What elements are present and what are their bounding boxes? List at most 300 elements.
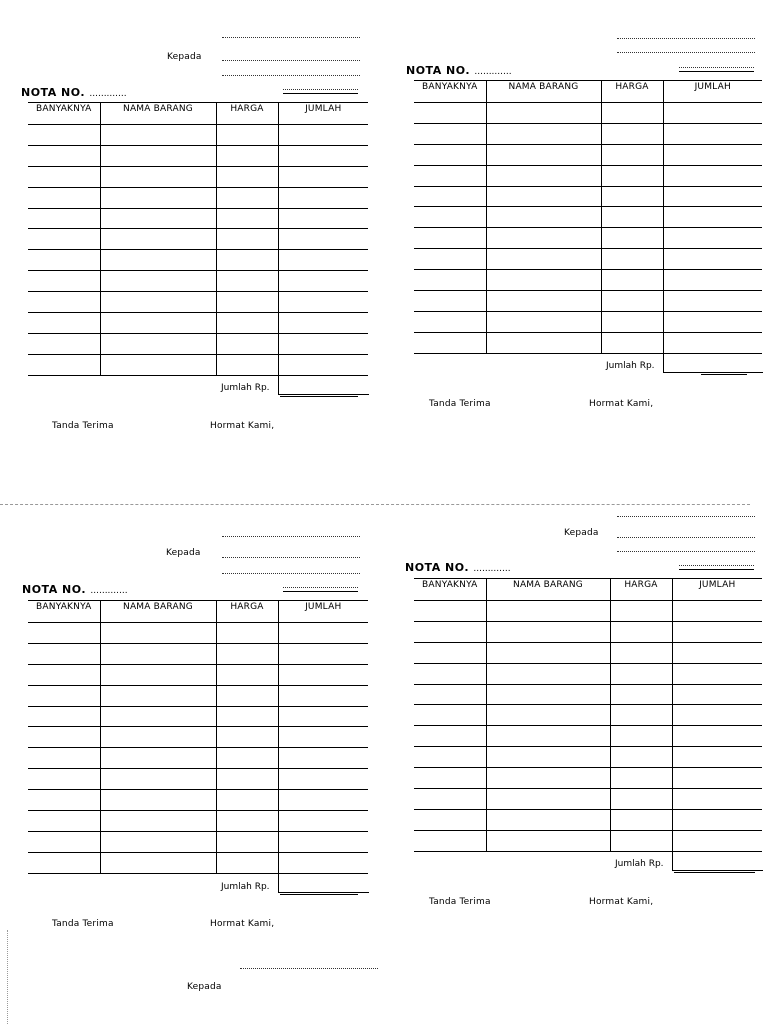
table-cell[interactable] bbox=[278, 145, 368, 166]
address-line-2[interactable] bbox=[222, 60, 360, 62]
table-cell[interactable] bbox=[672, 726, 762, 747]
table-row bbox=[28, 313, 368, 334]
table-row bbox=[28, 811, 368, 832]
table-cell[interactable] bbox=[278, 769, 368, 790]
table-cell[interactable] bbox=[486, 270, 601, 291]
table-cell[interactable] bbox=[414, 789, 486, 810]
table-cell[interactable] bbox=[486, 705, 610, 726]
table-row bbox=[28, 748, 368, 769]
kepada-label: Kepada bbox=[166, 548, 201, 558]
table-cell[interactable] bbox=[610, 747, 672, 768]
table-cell[interactable] bbox=[610, 601, 672, 622]
table-cell[interactable] bbox=[610, 726, 672, 747]
hormat-kami-label: Hormat Kami, bbox=[210, 421, 275, 431]
table-cell[interactable] bbox=[486, 165, 601, 186]
table-row bbox=[414, 601, 762, 622]
table-cell[interactable] bbox=[601, 103, 663, 124]
table-cell[interactable] bbox=[216, 229, 278, 250]
kepada-label: Kepada bbox=[564, 528, 599, 538]
table-cell[interactable] bbox=[100, 187, 216, 208]
table-cell[interactable] bbox=[610, 621, 672, 642]
table-cell[interactable] bbox=[100, 643, 216, 664]
table-row bbox=[28, 208, 368, 229]
nota-number bbox=[21, 86, 127, 99]
table-cell[interactable] bbox=[278, 229, 368, 250]
jumlah-total-field[interactable] bbox=[278, 372, 369, 395]
table-row bbox=[414, 186, 762, 207]
table-cell[interactable] bbox=[278, 790, 368, 811]
hormat-kami-label: Hormat Kami, bbox=[589, 897, 654, 907]
table-cell[interactable] bbox=[216, 292, 278, 313]
table-cell[interactable] bbox=[663, 165, 762, 186]
table-cell[interactable] bbox=[216, 769, 278, 790]
table-cell[interactable] bbox=[100, 706, 216, 727]
table-cell[interactable] bbox=[216, 706, 278, 727]
table-header bbox=[414, 81, 762, 103]
table-row bbox=[28, 125, 368, 146]
table-cell[interactable] bbox=[278, 292, 368, 313]
table-cell[interactable] bbox=[414, 228, 486, 249]
table-cell[interactable] bbox=[216, 271, 278, 292]
table-cell[interactable] bbox=[278, 187, 368, 208]
table-cell[interactable] bbox=[216, 145, 278, 166]
table-cell[interactable] bbox=[601, 228, 663, 249]
table-cell[interactable] bbox=[100, 811, 216, 832]
table-cell[interactable] bbox=[610, 705, 672, 726]
table-cell[interactable] bbox=[414, 663, 486, 684]
table-cell[interactable] bbox=[414, 270, 486, 291]
table-cell[interactable] bbox=[414, 684, 486, 705]
table-cell[interactable] bbox=[486, 249, 601, 270]
table-cell[interactable] bbox=[486, 123, 601, 144]
table-cell[interactable] bbox=[216, 831, 278, 852]
table-cell[interactable] bbox=[28, 229, 100, 250]
table-cell[interactable] bbox=[278, 208, 368, 229]
column-header: HARGA bbox=[601, 81, 663, 103]
table-cell[interactable] bbox=[663, 123, 762, 144]
table-cell[interactable] bbox=[601, 165, 663, 186]
table-row bbox=[28, 187, 368, 208]
column-header: HARGA bbox=[216, 601, 278, 623]
table-cell[interactable] bbox=[663, 249, 762, 270]
table-row bbox=[28, 643, 368, 664]
cut-line bbox=[0, 504, 750, 506]
table-cell[interactable] bbox=[610, 663, 672, 684]
table-cell[interactable] bbox=[278, 125, 368, 146]
items-table bbox=[28, 102, 368, 376]
table-cell[interactable] bbox=[672, 601, 762, 622]
table-row bbox=[414, 789, 762, 810]
table-row bbox=[28, 292, 368, 313]
table-cell[interactable] bbox=[414, 642, 486, 663]
table-cell[interactable] bbox=[486, 228, 601, 249]
table-row bbox=[414, 621, 762, 642]
table-cell[interactable] bbox=[28, 354, 100, 375]
table-cell[interactable] bbox=[672, 621, 762, 642]
table-cell[interactable] bbox=[216, 852, 278, 873]
table-row bbox=[28, 145, 368, 166]
table-cell[interactable] bbox=[28, 313, 100, 334]
table-cell[interactable] bbox=[486, 332, 601, 353]
table-header bbox=[28, 103, 368, 125]
table-cell[interactable] bbox=[414, 726, 486, 747]
table-cell[interactable] bbox=[28, 145, 100, 166]
jumlah-total-field[interactable] bbox=[663, 350, 763, 373]
column-header: NAMA BARANG bbox=[100, 103, 216, 125]
table-row bbox=[28, 229, 368, 250]
table-row bbox=[414, 249, 762, 270]
table-cell[interactable] bbox=[28, 623, 100, 644]
table-cell[interactable] bbox=[278, 727, 368, 748]
nota-number-label: NOTA NO. bbox=[405, 561, 470, 574]
table-header bbox=[414, 579, 762, 601]
table-cell[interactable] bbox=[100, 292, 216, 313]
table-cell[interactable] bbox=[100, 333, 216, 354]
table-cell[interactable] bbox=[601, 207, 663, 228]
table-cell[interactable] bbox=[216, 166, 278, 187]
table-cell[interactable] bbox=[100, 852, 216, 873]
table-cell[interactable] bbox=[672, 768, 762, 789]
table-header bbox=[28, 601, 368, 623]
address-line-3[interactable] bbox=[617, 551, 755, 553]
table-cell[interactable] bbox=[28, 250, 100, 271]
column-header: BANYAKNYA bbox=[28, 601, 100, 623]
table-cell[interactable] bbox=[28, 664, 100, 685]
table-cell[interactable] bbox=[414, 747, 486, 768]
table-row bbox=[414, 747, 762, 768]
table-cell[interactable] bbox=[414, 705, 486, 726]
column-header: JUMLAH bbox=[278, 103, 368, 125]
column-header: BANYAKNYA bbox=[414, 579, 486, 601]
table-cell[interactable] bbox=[663, 103, 762, 124]
table-row bbox=[414, 642, 762, 663]
table-cell[interactable] bbox=[28, 187, 100, 208]
table-cell[interactable] bbox=[663, 186, 762, 207]
side-cut-line bbox=[7, 930, 9, 1024]
table-cell[interactable] bbox=[672, 705, 762, 726]
table-cell[interactable] bbox=[414, 249, 486, 270]
column-header: JUMLAH bbox=[663, 81, 762, 103]
table-cell[interactable] bbox=[100, 790, 216, 811]
table-cell[interactable] bbox=[610, 809, 672, 830]
table-cell[interactable] bbox=[278, 685, 368, 706]
table-cell[interactable] bbox=[28, 685, 100, 706]
table-cell[interactable] bbox=[100, 623, 216, 644]
table-row bbox=[414, 144, 762, 165]
table-row bbox=[414, 726, 762, 747]
column-header: NAMA BARANG bbox=[486, 81, 601, 103]
table-cell[interactable] bbox=[486, 103, 601, 124]
nota-number-field[interactable]: ............. bbox=[89, 89, 127, 99]
table-cell[interactable] bbox=[486, 747, 610, 768]
tanda-terima-label: Tanda Terima bbox=[429, 897, 491, 907]
table-cell[interactable] bbox=[486, 311, 601, 332]
table-row bbox=[28, 790, 368, 811]
nota-number bbox=[22, 583, 128, 596]
table-cell[interactable] bbox=[28, 831, 100, 852]
table-cell[interactable] bbox=[672, 663, 762, 684]
table-cell[interactable] bbox=[100, 229, 216, 250]
address-line-2[interactable] bbox=[617, 52, 755, 54]
address-line-1[interactable] bbox=[617, 38, 755, 40]
column-header: NAMA BARANG bbox=[486, 579, 610, 601]
table-cell[interactable] bbox=[216, 685, 278, 706]
jumlah-total-field[interactable] bbox=[278, 870, 369, 893]
table-cell[interactable] bbox=[601, 291, 663, 312]
table-cell[interactable] bbox=[663, 311, 762, 332]
table-cell[interactable] bbox=[486, 186, 601, 207]
table-row bbox=[414, 207, 762, 228]
table-row bbox=[414, 684, 762, 705]
table-cell[interactable] bbox=[486, 207, 601, 228]
table-cell[interactable] bbox=[601, 311, 663, 332]
table-row bbox=[28, 727, 368, 748]
jumlah-label: Jumlah Rp. bbox=[221, 882, 270, 892]
table-cell[interactable] bbox=[414, 830, 486, 851]
address-line-1[interactable] bbox=[617, 516, 755, 518]
jumlah-underline bbox=[701, 374, 747, 375]
jumlah-underline bbox=[280, 396, 358, 397]
tanda-terima-label: Tanda Terima bbox=[429, 399, 491, 409]
table-cell[interactable] bbox=[672, 789, 762, 810]
table-cell[interactable] bbox=[216, 208, 278, 229]
table-cell[interactable] bbox=[28, 208, 100, 229]
address-line-1[interactable] bbox=[222, 37, 360, 39]
table-cell[interactable] bbox=[216, 664, 278, 685]
table-cell[interactable] bbox=[486, 663, 610, 684]
table-cell[interactable] bbox=[28, 706, 100, 727]
date-field[interactable] bbox=[679, 565, 754, 570]
table-row bbox=[414, 663, 762, 684]
table-cell[interactable] bbox=[278, 811, 368, 832]
table-cell[interactable] bbox=[28, 333, 100, 354]
table-cell[interactable] bbox=[100, 145, 216, 166]
table-cell[interactable] bbox=[601, 332, 663, 353]
column-header: HARGA bbox=[216, 103, 278, 125]
table-cell[interactable] bbox=[100, 125, 216, 146]
nota-number-field[interactable]: ............. bbox=[90, 586, 128, 596]
hormat-kami-label: Hormat Kami, bbox=[589, 399, 654, 409]
table-cell[interactable] bbox=[414, 291, 486, 312]
table-cell[interactable] bbox=[486, 809, 610, 830]
table-cell[interactable] bbox=[100, 727, 216, 748]
date-field[interactable] bbox=[679, 67, 754, 72]
table-cell[interactable] bbox=[414, 601, 486, 622]
nota-number bbox=[406, 64, 512, 77]
table-cell[interactable] bbox=[28, 643, 100, 664]
table-row bbox=[414, 165, 762, 186]
kepada-label-partial: Kepada bbox=[187, 982, 222, 992]
table-cell[interactable] bbox=[28, 271, 100, 292]
column-header: JUMLAH bbox=[672, 579, 762, 601]
table-cell[interactable] bbox=[100, 271, 216, 292]
table-cell[interactable] bbox=[414, 103, 486, 124]
table-cell[interactable] bbox=[100, 354, 216, 375]
address-line-2[interactable] bbox=[222, 557, 360, 559]
table-cell[interactable] bbox=[278, 333, 368, 354]
table-cell[interactable] bbox=[278, 166, 368, 187]
table-cell[interactable] bbox=[414, 311, 486, 332]
table-cell[interactable] bbox=[486, 621, 610, 642]
table-cell[interactable] bbox=[216, 333, 278, 354]
hormat-kami-label: Hormat Kami, bbox=[210, 919, 275, 929]
table-cell[interactable] bbox=[486, 768, 610, 789]
jumlah-underline bbox=[674, 872, 755, 873]
table-cell[interactable] bbox=[100, 748, 216, 769]
table-cell[interactable] bbox=[601, 144, 663, 165]
table-row bbox=[414, 228, 762, 249]
table-cell[interactable] bbox=[663, 228, 762, 249]
table-cell[interactable] bbox=[414, 768, 486, 789]
items-table bbox=[28, 600, 368, 874]
table-cell[interactable] bbox=[216, 811, 278, 832]
table-cell[interactable] bbox=[100, 313, 216, 334]
address-line-1[interactable] bbox=[222, 536, 360, 538]
table-cell[interactable] bbox=[278, 623, 368, 644]
table-cell[interactable] bbox=[216, 187, 278, 208]
table-cell[interactable] bbox=[663, 291, 762, 312]
date-field[interactable] bbox=[283, 587, 358, 592]
table-cell[interactable] bbox=[28, 790, 100, 811]
table-row bbox=[28, 250, 368, 271]
table-cell[interactable] bbox=[610, 684, 672, 705]
table-cell[interactable] bbox=[28, 727, 100, 748]
table-cell[interactable] bbox=[216, 250, 278, 271]
table-cell[interactable] bbox=[663, 270, 762, 291]
nota-number-label: NOTA NO. bbox=[22, 583, 87, 596]
address-line-3[interactable] bbox=[222, 75, 360, 77]
table-cell[interactable] bbox=[216, 790, 278, 811]
table-cell[interactable] bbox=[278, 706, 368, 727]
address-line-2[interactable] bbox=[617, 537, 755, 539]
table-cell[interactable] bbox=[100, 166, 216, 187]
tanda-terima-label: Tanda Terima bbox=[52, 421, 114, 431]
table-cell[interactable] bbox=[216, 748, 278, 769]
table-cell[interactable] bbox=[486, 291, 601, 312]
jumlah-label: Jumlah Rp. bbox=[221, 383, 270, 393]
table-cell[interactable] bbox=[216, 125, 278, 146]
nota-number-label: NOTA NO. bbox=[21, 86, 86, 99]
table-cell[interactable] bbox=[414, 186, 486, 207]
jumlah-total-field[interactable] bbox=[672, 848, 763, 871]
table-cell[interactable] bbox=[100, 250, 216, 271]
table-cell[interactable] bbox=[28, 125, 100, 146]
table-cell[interactable] bbox=[28, 748, 100, 769]
table-cell[interactable] bbox=[216, 727, 278, 748]
table-cell[interactable] bbox=[672, 642, 762, 663]
table-cell[interactable] bbox=[414, 621, 486, 642]
table-cell[interactable] bbox=[28, 166, 100, 187]
table-cell[interactable] bbox=[100, 685, 216, 706]
table-cell[interactable] bbox=[672, 747, 762, 768]
table-cell[interactable] bbox=[601, 186, 663, 207]
table-cell[interactable] bbox=[601, 270, 663, 291]
nota-number-field[interactable]: ............. bbox=[474, 67, 512, 77]
table-cell[interactable] bbox=[486, 684, 610, 705]
table-row bbox=[414, 291, 762, 312]
jumlah-underline bbox=[280, 894, 358, 895]
table-row bbox=[414, 705, 762, 726]
column-header: BANYAKNYA bbox=[28, 103, 100, 125]
table-cell[interactable] bbox=[28, 769, 100, 790]
table-row bbox=[414, 311, 762, 332]
nota-number-field[interactable]: ............. bbox=[473, 564, 511, 574]
table-cell[interactable] bbox=[28, 292, 100, 313]
table-cell[interactable] bbox=[610, 789, 672, 810]
table-cell[interactable] bbox=[663, 144, 762, 165]
table-cell[interactable] bbox=[663, 207, 762, 228]
table-row bbox=[28, 706, 368, 727]
column-header: JUMLAH bbox=[278, 601, 368, 623]
column-header: HARGA bbox=[610, 579, 672, 601]
table-cell[interactable] bbox=[414, 207, 486, 228]
table-cell[interactable] bbox=[278, 250, 368, 271]
table-cell[interactable] bbox=[610, 768, 672, 789]
column-header: NAMA BARANG bbox=[100, 601, 216, 623]
table-cell[interactable] bbox=[601, 123, 663, 144]
table-cell[interactable] bbox=[486, 144, 601, 165]
table-row bbox=[28, 271, 368, 292]
table-cell[interactable] bbox=[28, 811, 100, 832]
table-row bbox=[28, 664, 368, 685]
table-cell[interactable] bbox=[216, 643, 278, 664]
table-cell[interactable] bbox=[414, 144, 486, 165]
table-cell[interactable] bbox=[414, 332, 486, 353]
table-cell[interactable] bbox=[486, 601, 610, 622]
table-cell[interactable] bbox=[216, 313, 278, 334]
table-cell[interactable] bbox=[100, 769, 216, 790]
table-cell[interactable] bbox=[601, 249, 663, 270]
column-header: BANYAKNYA bbox=[414, 81, 486, 103]
table-row bbox=[414, 809, 762, 830]
table-row bbox=[28, 333, 368, 354]
table-row bbox=[28, 769, 368, 790]
kepada-label: Kepada bbox=[167, 52, 202, 62]
table-row bbox=[414, 103, 762, 124]
table-cell[interactable] bbox=[672, 684, 762, 705]
table-cell[interactable] bbox=[100, 208, 216, 229]
table-cell[interactable] bbox=[278, 643, 368, 664]
table-cell[interactable] bbox=[672, 809, 762, 830]
table-cell[interactable] bbox=[414, 123, 486, 144]
table-row bbox=[28, 623, 368, 644]
table-cell[interactable] bbox=[486, 830, 610, 851]
table-cell[interactable] bbox=[486, 789, 610, 810]
table-cell[interactable] bbox=[278, 664, 368, 685]
table-cell[interactable] bbox=[100, 664, 216, 685]
table-cell[interactable] bbox=[414, 165, 486, 186]
table-cell[interactable] bbox=[28, 852, 100, 873]
table-cell[interactable] bbox=[216, 354, 278, 375]
table-cell[interactable] bbox=[278, 271, 368, 292]
table-cell[interactable] bbox=[610, 830, 672, 851]
table-cell[interactable] bbox=[486, 642, 610, 663]
table-row bbox=[414, 270, 762, 291]
table-cell[interactable] bbox=[278, 313, 368, 334]
date-field[interactable] bbox=[283, 89, 358, 94]
address-line-3[interactable] bbox=[222, 573, 360, 575]
table-cell[interactable] bbox=[278, 748, 368, 769]
jumlah-label: Jumlah Rp. bbox=[615, 859, 664, 869]
table-cell[interactable] bbox=[486, 726, 610, 747]
table-cell[interactable] bbox=[216, 623, 278, 644]
table-cell[interactable] bbox=[610, 642, 672, 663]
address-line-partial[interactable] bbox=[240, 968, 378, 970]
table-cell[interactable] bbox=[414, 809, 486, 830]
table-cell[interactable] bbox=[278, 831, 368, 852]
nota-number bbox=[405, 561, 511, 574]
table-cell[interactable] bbox=[100, 831, 216, 852]
